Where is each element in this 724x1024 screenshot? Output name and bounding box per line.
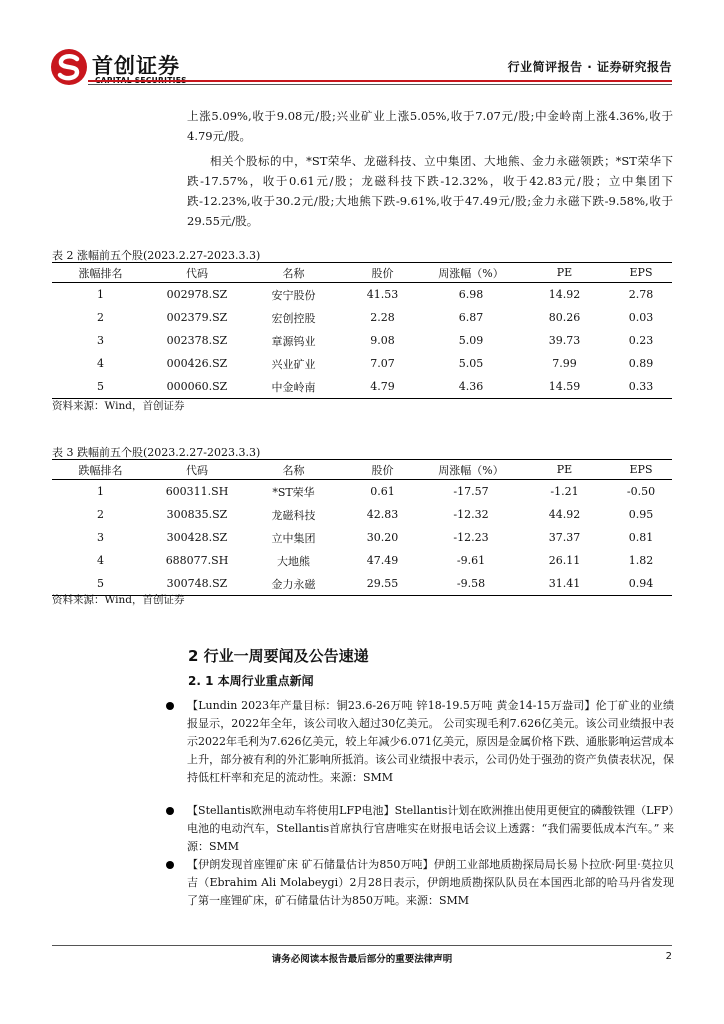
cell-price: 2.28 [370, 311, 395, 324]
report-type-label: 行业简评报告 · 证券研究报告 [507, 60, 672, 74]
cell-name: 龙磁科技 [271, 508, 316, 522]
cell-weekly-change: 5.09 [458, 334, 484, 347]
cell-eps: 1.82 [628, 554, 654, 567]
cell-rank: 4 [97, 554, 104, 567]
cell-code: 000426.SZ [166, 357, 228, 370]
header-weekly-change: 周涨幅（%） [423, 263, 519, 283]
cell-price: 41.53 [366, 288, 399, 301]
cell-eps: 0.23 [628, 334, 654, 347]
cell-name: 中金岭南 [245, 375, 342, 399]
table-caption-gainers: 表 2 涨幅前五个股(2023.2.27-2023.3.3) [52, 249, 261, 262]
table-row [52, 375, 672, 399]
cell-pe: 44.92 [548, 508, 581, 521]
cell-name: 宏创控股 [271, 311, 316, 325]
cell-price: 47.49 [366, 554, 399, 567]
top-losers-table [52, 459, 672, 596]
cell-price: 4.79 [342, 375, 423, 399]
cell-eps: 0.33 [610, 375, 672, 399]
header-price: 股价 [342, 263, 423, 283]
cell-rank: 4 [97, 357, 104, 370]
cell-weekly-change: -17.57 [453, 485, 489, 498]
cell-eps: 0.95 [628, 508, 654, 521]
cell-weekly-change: -12.23 [453, 531, 489, 544]
header-code: 代码 [149, 460, 245, 480]
cell-weekly-change: 6.98 [458, 288, 484, 301]
news-text: 【伊朗发现首座锂矿床 矿石储量估计为850万吨】伊朗工业部地质勘探局局长易卜拉欣·阿里·莫拉贝吉（Ebrahim Ali Molabeygi）2月28日表示，伊朗地质勘探队队员在本国西北部的哈马丹省发现了第一座锂矿床，矿石储量估计为850万吨。来源：SMM [187, 858, 674, 907]
cell-eps: 0.03 [628, 311, 654, 324]
table-row [52, 503, 672, 526]
bullet-icon [166, 861, 174, 869]
section-title: 2 行业一周要闻及公告速递 [188, 647, 369, 665]
cell-weekly-change: -9.58 [423, 572, 519, 596]
cell-code: 002978.SZ [166, 288, 228, 301]
table-row [52, 329, 672, 352]
cell-price: 42.83 [366, 508, 399, 521]
cell-rank: 1 [97, 485, 104, 498]
table-row [52, 306, 672, 329]
cell-pe: -1.21 [550, 485, 579, 498]
paragraph-text: 上涨5.09%,收于9.08元/股;兴业矿业上涨5.05%,收于7.07元/股;中金岭南上涨4.36%,收于4.79元/股。 [187, 109, 673, 143]
cell-code: 300748.SZ [149, 572, 245, 596]
cell-rank: 2 [97, 311, 104, 324]
cell-name: 安宁股份 [271, 288, 316, 302]
header-weekly-change: 周涨幅（%） [423, 460, 519, 480]
table-source-note: 资料来源：Wind，首创证券 [52, 594, 185, 606]
cell-price: 29.55 [342, 572, 423, 596]
legal-disclaimer: 请务必阅读本报告最后部分的重要法律声明 [271, 954, 453, 965]
cell-price: 30.20 [366, 531, 399, 544]
table-header-row [52, 263, 672, 283]
cell-rank: 1 [97, 288, 104, 301]
cell-pe: 14.59 [519, 375, 610, 399]
cell-name: 立中集团 [271, 531, 316, 545]
cell-code: 000060.SZ [149, 375, 245, 399]
table-header-row [52, 460, 672, 480]
cell-code: 600311.SH [165, 485, 229, 498]
company-logo-icon [50, 48, 88, 86]
page-number: 2 [665, 951, 672, 962]
cell-name: 金力永磁 [245, 572, 342, 596]
cell-name: 兴业矿业 [271, 357, 316, 371]
cell-pe: 31.41 [519, 572, 610, 596]
header-rank: 涨幅排名 [52, 263, 149, 283]
header-divider-red [88, 80, 672, 82]
cell-rank: 5 [52, 572, 149, 596]
cell-pe: 14.92 [548, 288, 581, 301]
cell-weekly-change: -9.61 [456, 554, 486, 567]
cell-code: 002378.SZ [166, 334, 228, 347]
table-row [52, 549, 672, 572]
table-source-note: 资料来源：Wind，首创证券 [52, 400, 185, 412]
cell-weekly-change: -12.32 [453, 508, 489, 521]
header-pe: PE [519, 263, 610, 283]
footer-divider [52, 945, 672, 946]
cell-rank: 3 [97, 334, 104, 347]
cell-weekly-change: 6.87 [458, 311, 484, 324]
table-row [52, 480, 672, 504]
header-rank: 跌幅排名 [52, 460, 149, 480]
bullet-icon [166, 702, 174, 710]
cell-eps: 0.94 [610, 572, 672, 596]
cell-eps: 0.89 [628, 357, 654, 370]
top-gainers-table [52, 262, 672, 399]
cell-code: 300428.SZ [166, 531, 228, 544]
news-text: 【Stellantis欧洲电动车将使用LFP电池】Stellantis计划在欧洲推出使用更便宜的磷酸铁锂（LFP）电池的电动汽车，Stellantis首席执行官唐唯实在财报电话会议上透露：“我们需要低成本汽车。” 来源：SMM [187, 804, 674, 853]
cell-eps: -0.50 [626, 485, 656, 498]
news-text: 【Lundin 2023年产量目标：铜23.6-26万吨 锌18-19.5万吨 黄金14-15万盎司】伦丁矿业的业绩报显示，2022年全年，该公司收入超过30亿美元。 公司实现毛利7.626亿美元。该公司业绩报中表示2022年毛利为7.626亿美元，较上年减少6.071亿美元，原因是金属价格下跌、通胀影响运营成本上升，部分被有利的外汇影响所抵消。该公司业绩报中表示，公司仍处于强劲的资产负债表状况，保持低杠杆率和充足的流动性。来源：SMM [187, 699, 674, 784]
header-price: 股价 [342, 460, 423, 480]
cell-rank: 5 [52, 375, 149, 399]
header-divider [88, 84, 672, 85]
cell-code: 300835.SZ [166, 508, 228, 521]
cell-name: 章源钨业 [271, 334, 316, 348]
cell-name: 大地熊 [277, 554, 310, 568]
cell-price: 0.61 [370, 485, 395, 498]
header-eps: EPS [610, 460, 672, 480]
table-row [52, 283, 672, 307]
cell-pe: 39.73 [548, 334, 581, 347]
cell-weekly-change: 5.05 [458, 357, 484, 370]
cell-price: 9.08 [370, 334, 395, 347]
news-item [166, 856, 674, 910]
cell-name: *ST荣华 [272, 485, 315, 499]
header-code: 代码 [149, 263, 245, 283]
paragraph-text: 相关个股标的中，*ST荣华、龙磁科技、立中集团、大地熊、金力永磁领跌；*ST荣华下跌-17.57%，收于0.61元/股；龙磁科技下跌-12.32%，收于42.83元/股；立中集团下跌-12.23%,收于30.2元/股;大地熊下跌-9.61%,收于47.49元/股;金力永磁下跌-9.58%,收于29.55元/股。 [187, 154, 673, 228]
cell-pe: 37.37 [548, 531, 581, 544]
news-item [166, 697, 674, 787]
cell-rank: 3 [97, 531, 104, 544]
table-row [52, 526, 672, 549]
header-eps: EPS [610, 263, 672, 283]
cell-rank: 2 [97, 508, 104, 521]
cell-code: 688077.SH [165, 554, 229, 567]
cell-eps: 0.81 [628, 531, 654, 544]
subsection-title: 2. 1 本周行业重点新闻 [188, 674, 314, 688]
cell-price: 7.07 [370, 357, 395, 370]
cell-pe: 7.99 [552, 357, 577, 370]
cell-pe: 26.11 [548, 554, 581, 567]
bullet-icon [166, 807, 174, 815]
table-row [52, 352, 672, 375]
cell-pe: 80.26 [548, 311, 581, 324]
header-pe: PE [519, 460, 610, 480]
logo-chinese-name: 首创证券 [92, 54, 180, 78]
paragraph-gainers-continued [187, 106, 673, 146]
paragraph-losers [187, 151, 673, 231]
cell-code: 002379.SZ [166, 311, 228, 324]
header-name: 名称 [245, 263, 342, 283]
cell-weekly-change: 4.36 [423, 375, 519, 399]
header-name: 名称 [245, 460, 342, 480]
cell-eps: 2.78 [628, 288, 654, 301]
news-item [166, 802, 674, 856]
table-caption-losers: 表 3 跌幅前五个股(2023.2.27-2023.3.3) [52, 446, 261, 459]
